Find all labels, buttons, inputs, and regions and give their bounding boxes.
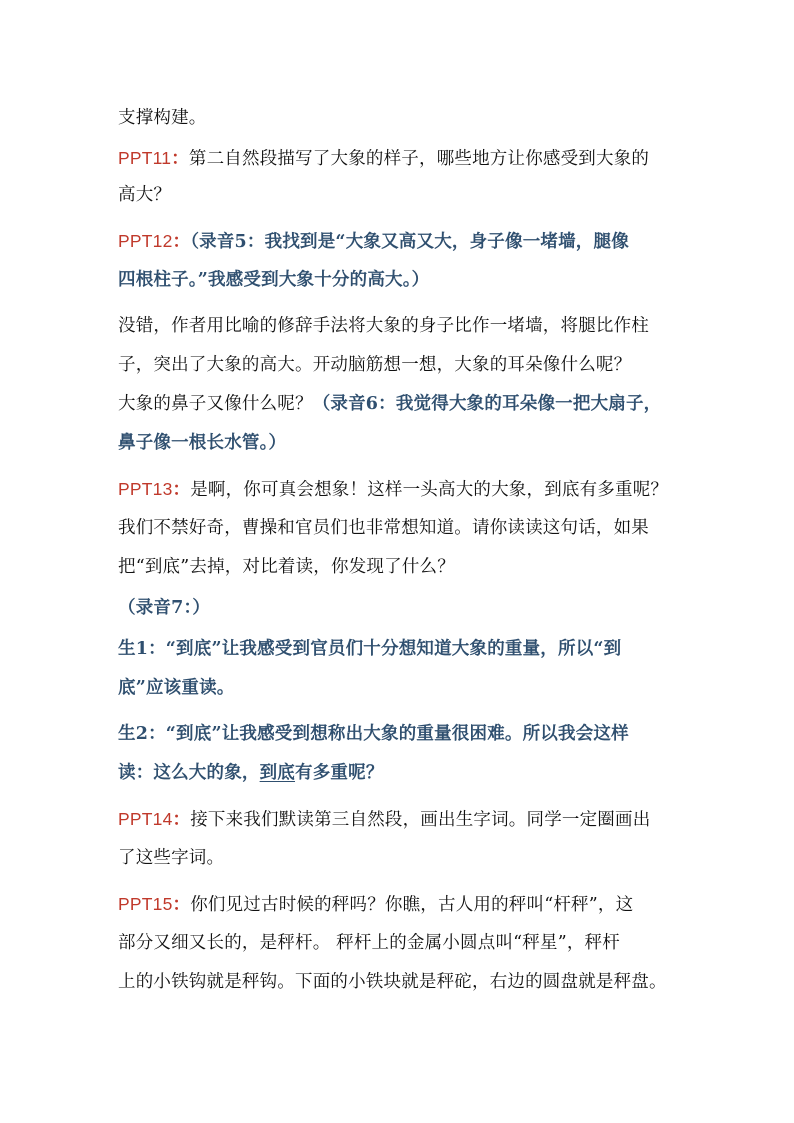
paragraph-line-ppt14	[118, 807, 650, 832]
recording-5-text-cont: 四根柱子。”我感受到大象十分的高大。）	[118, 270, 430, 290]
paragraph-line-ppt12	[118, 229, 629, 254]
body-text: 我们不禁好奇，曹操和官员们也非常想知道。请你读读这句话，如果	[118, 518, 649, 538]
paragraph-line-ppt13	[118, 477, 668, 502]
underlined-emphasis: 到底	[259, 763, 296, 783]
label-colon: ：	[172, 895, 191, 915]
paragraph-line	[118, 931, 620, 955]
body-text: 把“到底”去掉，对比着读，你发现了什么？	[118, 557, 455, 577]
body-text: 高大？	[118, 185, 172, 205]
paragraph-line	[118, 392, 661, 416]
student2-text-cont: 读：这么大的象，	[118, 763, 260, 783]
paragraph-line	[118, 353, 631, 377]
paragraph-line	[118, 596, 210, 620]
label-colon: ：	[172, 232, 191, 252]
paragraph-line-student2	[118, 722, 629, 746]
body-text: 大象的鼻子又像什么呢？	[118, 394, 313, 414]
body-text: 是啊，你可真会想象！这样一头高大的大象，到底有多重呢？	[190, 480, 669, 500]
body-text: 上的小铁钩就是秤钩。下面的小铁块就是秤砣，右边的圆盘就是秤盘。	[118, 972, 667, 992]
student1-text: 生1：“到底”让我感受到官员们十分想知道大象的重量，所以“到	[118, 639, 622, 659]
body-text: 你们见过古时候的秤吗？你瞧，古人用的秤叫“杆秤”，这	[190, 895, 634, 915]
paragraph-line	[118, 431, 286, 455]
body-text: 接下来我们默读第三自然段，画出生字词。同学一定圈画出	[190, 810, 651, 830]
recording-7-label: （录音7：）	[118, 598, 211, 618]
paragraph-line	[118, 183, 171, 207]
paragraph-line	[118, 314, 649, 338]
paragraph-line-student1	[118, 637, 621, 661]
label-colon: ：	[171, 149, 189, 169]
body-text: 第二自然段描写了大象的样子，哪些地方让你感受到大象的	[188, 149, 650, 169]
recording-6-text-cont: 鼻子像一根长水管。）	[118, 433, 287, 453]
ppt12-label: PPT12	[118, 231, 173, 251]
recording-5-text: （录音5：我找到是“大象又高又大，身子像一堵墙，腿像	[190, 232, 629, 252]
paragraph-line	[118, 555, 455, 579]
paragraph-line-ppt15	[118, 892, 633, 917]
body-text: 支撑构建。	[118, 108, 207, 128]
ppt14-label: PPT14	[118, 809, 173, 829]
student2-text-end: 有多重呢？	[295, 763, 384, 783]
paragraph-line	[118, 761, 384, 785]
ppt13-label: PPT13	[118, 479, 173, 499]
paragraph-line	[118, 846, 224, 870]
label-colon: ：	[172, 480, 191, 500]
body-text: 部分又细又长的，是秤杆。 秤杆上的金属小圆点叫“秤星”，秤杆	[118, 933, 620, 953]
body-text: 了这些字词。	[118, 848, 225, 868]
body-text: 没错，作者用比喻的修辞手法将大象的身子比作一堵墙，将腿比作柱	[118, 316, 649, 336]
paragraph-line	[118, 268, 429, 292]
body-text: 子，突出了大象的高大。开动脑筋想一想，大象的耳朵像什么呢？	[118, 355, 632, 375]
ppt11-label: PPT11	[118, 148, 172, 168]
recording-6-text: （录音6：我觉得大象的耳朵像一把大扇子，	[312, 394, 662, 414]
paragraph-line-ppt11	[118, 146, 649, 171]
paragraph-line	[118, 970, 667, 994]
student1-text-cont: 底”应该重读。	[118, 678, 235, 698]
paragraph-line	[118, 516, 649, 540]
student2-text: 生2：“到底”让我感受到想称出大象的重量很困难。所以我会这样	[118, 724, 629, 744]
label-colon: ：	[172, 810, 191, 830]
paragraph-line	[118, 106, 207, 130]
paragraph-line	[118, 676, 234, 700]
ppt15-label: PPT15	[118, 894, 173, 914]
